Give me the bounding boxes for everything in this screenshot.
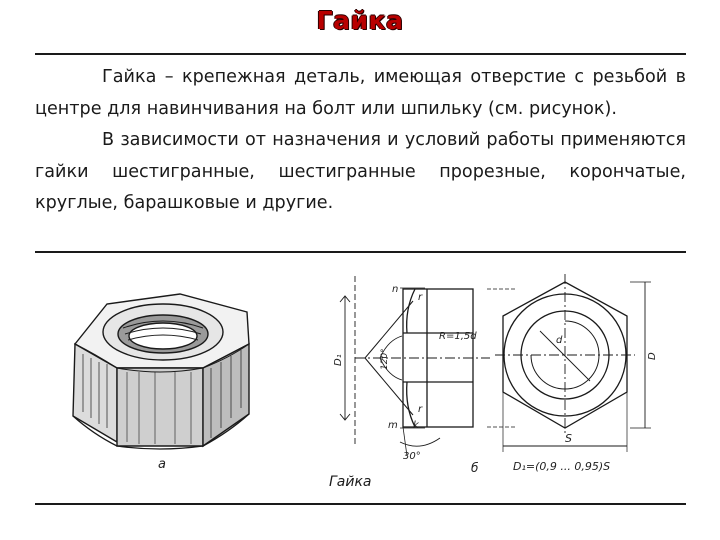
dim-d: d <box>556 335 563 346</box>
top-divider <box>35 53 686 55</box>
side-view-drawing <box>340 276 515 456</box>
dim-angle-30: 30° <box>403 451 421 462</box>
isometric-nut-illustration <box>73 294 249 449</box>
nut-drawing <box>35 256 686 500</box>
dim-formula: D₁=(0,9 ... 0,95)S <box>513 460 611 473</box>
figure-caption: Гайка <box>329 474 372 490</box>
label-a: а <box>158 457 166 472</box>
top-view-drawing <box>495 274 651 452</box>
dim-angle-120: 120° <box>380 348 390 370</box>
dim-radius: R=1,5d <box>439 331 477 342</box>
paragraph-types: В зависимости от назначения и условий работы применяются гайки шестигранные, шестигранные прорезные, корончатые, круглые, барашковые и другие. <box>35 130 686 213</box>
page-title: Гайка <box>316 6 404 35</box>
body-text <box>35 62 686 220</box>
dim-k: k <box>413 420 419 431</box>
middle-divider <box>35 251 686 253</box>
paragraph-definition: Гайка – крепежная деталь, имеющая отверстие с резьбой в центре для навинчивания на болт или шпильку (см. рисунок). <box>35 67 686 119</box>
label-b: б <box>471 461 479 475</box>
dim-s: S <box>565 432 572 445</box>
dim-m: m <box>388 420 398 431</box>
dim-n: n <box>392 284 399 295</box>
dim-D: D <box>647 352 658 360</box>
dim-d1: D₁ <box>333 354 344 366</box>
bottom-divider <box>35 503 686 505</box>
dim-r-top: r <box>418 292 423 303</box>
dim-r-bottom: r <box>418 404 423 415</box>
